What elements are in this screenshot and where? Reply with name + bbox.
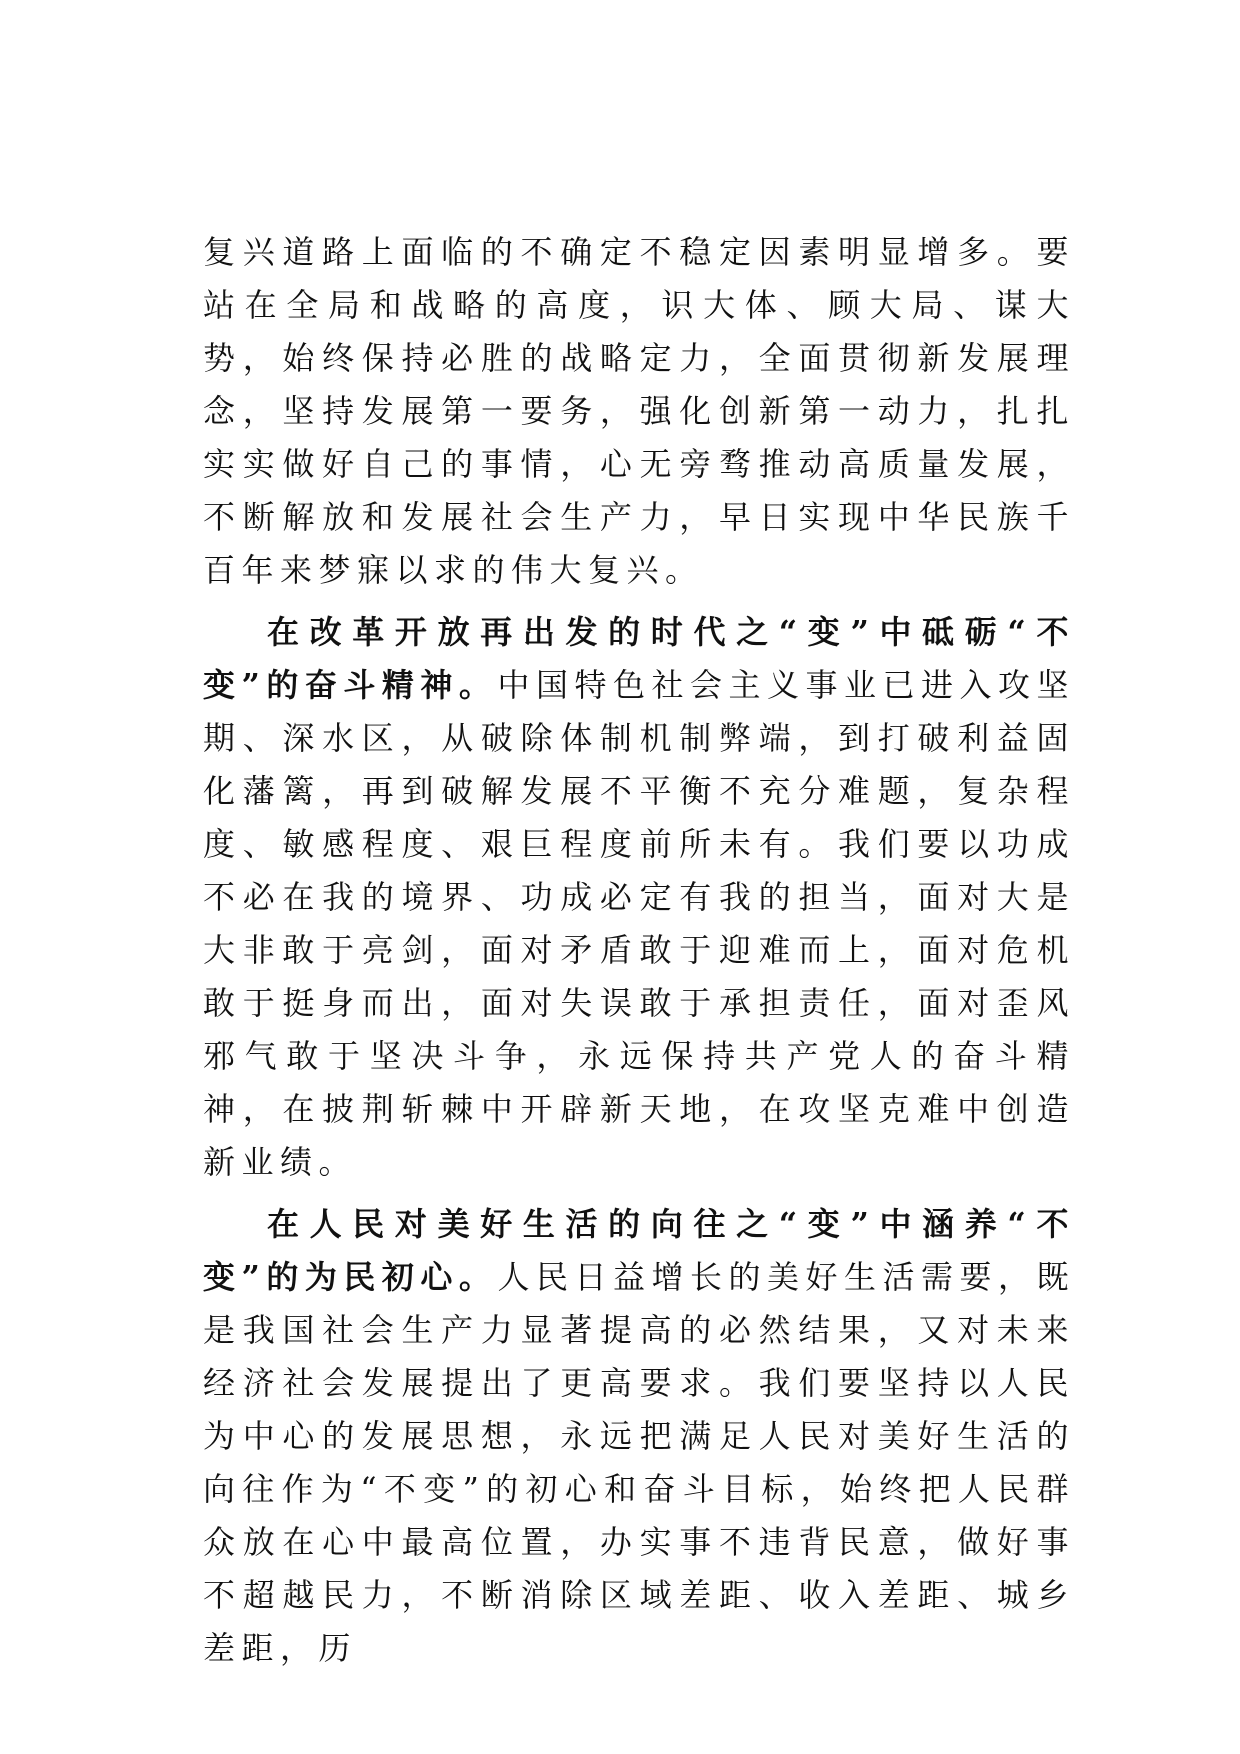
paragraph-people-original-aspiration: [203, 1198, 1075, 1675]
paragraph-text: 中国特色社会主义事业已进入攻坚期、深水区，从破除体制机制弊端，到打破利益固化藩篱，再到破解发展不平衡不充分难题，复杂程度、敏感程度、艰巨程度前所未有。我们要以功成不必在我的境界、功成必定有我的担当，面对大是大非敢于亮剑，面对矛盾敢于迎难而上，面对危机敢于挺身而出，面对失误敢于承担责任，面对歪风邪气敢于坚决斗争，永远保持共产党人的奋斗精神，在披荆斩棘中开辟新天地，在攻坚克难中创造新业绩。: [203, 666, 1075, 1181]
document-body: [203, 226, 1075, 1684]
paragraph-reform-spirit: [203, 606, 1075, 1189]
paragraph-lead: 在人民对美好生活的向往之“变”中涵养“不变”的为民初心。: [203, 1205, 1075, 1296]
paragraph-text: 人民日益增长的美好生活需要，既是我国社会生产力显著提高的必然结果，又对未来经济社会发展提出了更高要求。我们要坚持以人民为中心的发展思想，永远把满足人民对美好生活的向往作为“不变”的初心和奋斗目标，始终把人民群众放在心中最高位置，办实事不违背民意，做好事不超越民力，不断消除区域差距、收入差距、城乡差距，历: [203, 1258, 1075, 1667]
paragraph-continuation: [203, 226, 1075, 597]
paragraph-lead: 在改革开放再出发的时代之“变”中砥砺“不变”的奋斗精神。: [203, 613, 1075, 704]
paragraph-text: 复兴道路上面临的不确定不稳定因素明显增多。要站在全局和战略的高度，识大体、顾大局、谋大势，始终保持必胜的战略定力，全面贯彻新发展理念，坚持发展第一要务，强化创新第一动力，扎扎实实做好自己的事情，心无旁骛推动高质量发展，不断解放和发展社会生产力，早日实现中华民族千百年来梦寐以求的伟大复兴。: [203, 233, 1075, 589]
